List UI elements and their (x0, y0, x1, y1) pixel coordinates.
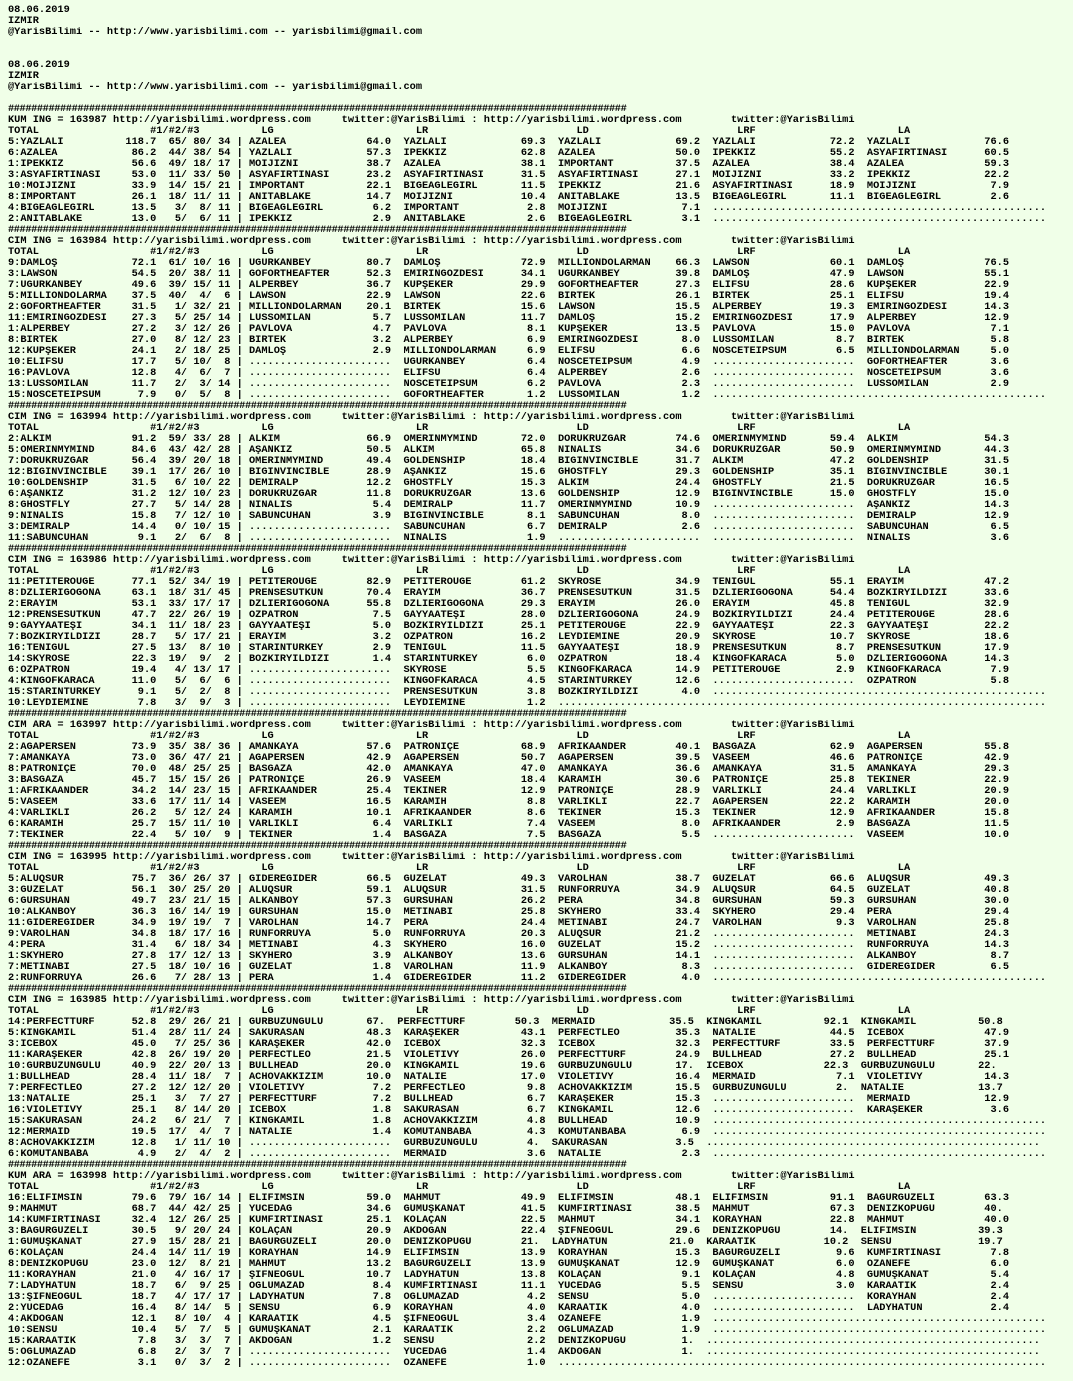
header-line: 08.06.2019 (8, 60, 70, 71)
result-row: 8:IMPORTANT 26.1 18/ 11/ 11 | ANITABLAKE 14.7 MOIJIZNI 10.4 ANITABLAKE 13.5 BIGEAGLEGIRL 11.1 BIGEAGLEGIRL 2.6 (8, 192, 1010, 203)
separator-line: ########################################################################################################### (8, 544, 627, 555)
result-row: 16:PAVLOVA 12.8 4/ 6/ 7 | ....................... ELİFSU 6.4 ALPERBEY 2.6 ....................... NOSCETEIPSUM 3.6 (8, 368, 1010, 379)
result-row: 10:GURBÜZÜNGÜLÜ 40.9 22/ 20/ 13 | BULLHEAD 20.0 KINGKAMİL 19.6 GURBÜZÜNGÜLÜ 17. ICEBOX 22.3 GURBÜZÜNGÜLÜ 22. (8, 1061, 997, 1072)
column-header-line: TOTAL #1/#2/#3 LG LR LD LRF LA (8, 1182, 911, 1193)
result-row: 12:MERMAID 19.5 17/ 4/ 7 | NATALIE 1.4 KOMUTANBABA 4.3 KOMUTANBABA 6.9 ...................................................... (8, 1127, 1047, 1138)
result-row: 6:GURSUHAN 49.7 23/ 21/ 15 | ALKANBOY 57.3 GURSUHAN 26.2 PERA 34.8 GURSUHAN 59.3 GURSUHAN 30.0 (8, 896, 1010, 907)
result-row: 11:KORAYHAN 21.0 4/ 16/ 17 | ŞİFNEOĞUL 10.7 LADYHATUN 13.8 KOLAÇAN 9.1 KOLAÇAN 4.8 GUMUŞKANAT 5.4 (8, 1270, 1010, 1281)
result-row: 2:AGAPERSEN 73.9 35/ 38/ 36 | AMANKAYA 57.6 PATRONİÇE 68.9 AFRİKAANDER 40.1 BASGAZA 62.9 AGAPERSEN 55.8 (8, 742, 1010, 753)
result-row: 16:VIOLETIVY 25.1 8/ 14/ 20 | ICEBOX 1.8 SAKURASAN 6.7 KINGKAMİL 12.6 ....................... KARAŞEKER 3.6 (8, 1105, 1010, 1116)
result-row: 12:BIGINVINCIBLE 39.1 17/ 26/ 10 | BIGINVINCIBLE 28.9 AŞANKIZ 15.6 GHOSTFLY 29.3 GOLDENSHIP 35.1 BIGINVINCIBLE 30.1 (8, 467, 1010, 478)
header-line: @YarisBilimi -- http://www.yarisbilimi.com -- yarisbilimi@gmail.com (8, 82, 423, 93)
result-row: 3:DEMİRALP 14.4 0/ 10/ 15 | ....................... SABUNCUHAN 6.7 DEMİRALP 2.6 ....................... SABUNCUHAN 6.5 (8, 522, 1010, 533)
result-row: 5:MILLIONDOLARMA 37.5 40/ 4/ 6 | LAWSON 22.9 LAWSON 22.6 BİRTEK 26.1 BİRTEK 25.1 ELİFSU 19.4 (8, 291, 1010, 302)
result-row: 4:PERA 31.4 6/ 18/ 34 | METİNABİ 4.3 SKYHERO 16.0 GÜZELAT 15.2 ....................... RUNFORRUYA 14.3 (8, 940, 1010, 951)
result-row: 2:RUNFORRUYA 26.6 7/ 28/ 13 | PERA 1.4 GİDEREGİDER 11.2 GİDEREGİDER 4.0 ...................................................... (8, 973, 1047, 984)
result-row: 4:VARLIKLI 26.2 5/ 12/ 24 | KARAMIH 10.1 AFRİKAANDER 8.6 TEKİNER 15.3 TEKİNER 12.9 AFRİKAANDER 15.8 (8, 808, 1010, 819)
result-row: 9:GAYYAATEŞİ 34.1 11/ 18/ 23 | GAYYAATEŞİ 5.0 BOZKIRYILDIZI 25.1 PETITEROUGE 22.9 GAYYAATEŞİ 22.3 GAYYAATEŞİ 22.2 (8, 621, 1010, 632)
result-row: 2:GOFORTHEAFTER 31.5 1/ 32/ 21 | MILLIONDOLARMAN 20.1 BİRTEK 15.6 LAWSON 15.5 ALPERBEY 19.3 EMİRİNGÖZDESİ 14.3 (8, 302, 1010, 313)
header-line: IZMIR (8, 71, 39, 82)
result-row: 5:VASEEM 33.6 17/ 11/ 14 | VASEEM 16.5 KARAMIH 8.8 VARLIKLI 22.7 AGAPERSEN 22.2 KARAMIH 20.0 (8, 797, 1010, 808)
header-line: @YarisBilimi -- http://www.yarisbilimi.com -- yarisbilimi@gmail.com (8, 27, 423, 38)
result-row: 8:DENİZKÖPÜGÜ 23.0 12/ 8/ 21 | MAHMUT 13.2 BAGURGÜZELİ 13.9 GUMUŞKANAT 12.9 GUMUŞKANAT 6.0 OZANEFE 6.0 (8, 1259, 1010, 1270)
result-row: 3:GÜZELAT 56.1 30/ 25/ 20 | ALUQSUR 59.1 ALUQSUR 31.5 RUNFORRUYA 34.9 ALUQSUR 64.5 GÜZELAT 40.8 (8, 885, 1010, 896)
result-row: 5:ÖMERINMYMIND 84.6 43/ 42/ 28 | AŞANKIZ 50.5 ALKIM 65.8 NINALIS 34.6 DORUKRÜZGAR 50.9 ÖMERINMYMIND 44.3 (8, 445, 1010, 456)
separator-line: ########################################################################################################### (8, 1160, 627, 1171)
result-row: 9:MAHMUT 68.7 44/ 42/ 25 | YÜCEDAG 34.6 GUMUŞKANAT 41.5 KUMFIRTINASI 38.5 MAHMUT 67.3 DENİZKÖPÜGÜ 40. (8, 1204, 1003, 1215)
result-row: 13:ŞİFNEOĞUL 18.7 4/ 17/ 17 | LADYHATUN 7.8 OĞLUMAZAD 4.2 SENSU 5.0 ....................... KORAYHAN 2.4 (8, 1292, 1010, 1303)
result-row: 2:YÜCEDAG 16.4 8/ 14/ 5 | SENSU 6.9 KORAYHAN 4.0 KARAATİK 4.0 ....................... LADYHATUN 2.4 (8, 1303, 1010, 1314)
column-header-line: TOTAL #1/#2/#3 LG LR LD LRF LA (8, 863, 911, 874)
result-row: 1:SKYHERO 27.8 17/ 12/ 13 | SKYHERO 3.9 ALKANBOY 13.6 GURSUHAN 14.1 ....................... ALKANBOY 8.7 (8, 951, 1010, 962)
result-row: 1:IPEKKIZ 56.6 49/ 18/ 17 | MOIJIZNI 38.7 AZALEA 38.1 IMPORTANT 37.5 AZALEA 38.4 AZALEA 59.3 (8, 159, 1010, 170)
result-row: 7:BOZKIRYILDIZI 28.7 5/ 17/ 21 | ERAYIM 3.2 ÖZPATRON 16.2 LEYDİEMİNE 20.9 SKYROSE 10.7 SKYROSE 18.6 (8, 632, 1010, 643)
header-line (8, 49, 1068, 60)
result-row: 3:ICEBOX 45.0 7/ 25/ 36 | KARAŞEKER 42.0 ICEBOX 32.3 ICEBOX 32.3 PERFECTTURF 33.5 PERFECTTURF 37.9 (8, 1039, 1010, 1050)
result-row: 6:AŞANKIZ 31.2 12/ 10/ 23 | DORUKRÜZGAR 11.8 DORUKRÜZGAR 13.6 GOLDENSHIP 12.9 BIGINVINCIBLE 15.0 GHOSTFLY 15.0 (8, 489, 1010, 500)
result-row: 10:LEYDİEMİNE 7.8 3/ 9/ 3 | ....................... LEYDİEMİNE 1.2 ............................................................................... (8, 698, 1047, 709)
result-row: 7:PERFECTLEO 27.2 12/ 12/ 20 | VIOLETIVY 7.2 PERFECTLEO 9.8 ACHOVAKKIZIM 15.5 GURBÜZÜNGÜLÜ 2. NATALIE 13.7 (8, 1083, 1003, 1094)
result-row: 6:KARAMIH 25.7 15/ 11/ 10 | VARLIKLI 6.4 VARLIKLI 7.4 VASEEM 8.0 AFRİKAANDER 2.9 BASGAZA 11.5 (8, 819, 1010, 830)
header-line: 08.06.2019 (8, 5, 70, 16)
result-row: 10:ELİFSU 17.7 5/ 10/ 8 | ....................... UGURKANBEY 6.4 NOSCETEIPSUM 4.9 ....................... GOFORTHEAFTER 3.6 (8, 357, 1010, 368)
race-header-line: CIM ING = 163994 http://yarisbilimi.wordpress.com twitter:@YarisBilimi : http://yarisbilimi.wordpress.com twitter:@YarisBilimi (8, 412, 855, 423)
result-row: 4:BIGEAGLEGIRL 13.5 3/ 8/ 11 | BIGEAGLEGIRL 6.2 IMPORTANT 2.8 MOIJIZNI 7.1 ...................................................... (8, 203, 1047, 214)
column-header-line: TOTAL #1/#2/#3 LG LR LD LRF LA (8, 566, 911, 577)
result-row: 11:SABUNCUHAN 9.1 2/ 6/ 8 | ....................... NINALIS 1.9 ....................... ....................... NINALIS 3.6 (8, 533, 1010, 544)
result-row: 8:BİRTEK 27.0 8/ 12/ 23 | BİRTEK 3.2 ALPERBEY 6.9 EMİRİNGÖZDESİ 8.0 LUSSOMILAN 8.7 BİRTEK 5.8 (8, 335, 1010, 346)
race-header-line: CIM ING = 163995 http://yarisbilimi.wordpress.com twitter:@YarisBilimi : http://yarisbilimi.wordpress.com twitter:@YarisBilimi (8, 852, 855, 863)
separator-line: ########################################################################################################### (8, 709, 627, 720)
race-header-line: KUM ARA = 163998 http://yarisbilimi.wordpress.com twitter:@YarisBilimi : http://yarisbilimi.wordpress.com twitter:@YarisBilimi (8, 1171, 855, 1182)
result-row: 13:NATALIE 25.1 3/ 7/ 27 | PERFECTTURF 7.2 BULLHEAD 6.7 KARAŞEKER 15.3 ....................... MERMAID 12.9 (8, 1094, 1010, 1105)
result-row: 8:ACHOVAKKIZIM 12.8 1/ 11/ 10 | ....................... GURBÜZÜNGÜLÜ 4. SAKURASAN 3.5 ...................................................... (8, 1138, 1040, 1149)
separator-line: ########################################################################################################### (8, 401, 627, 412)
result-row: 4:AKDOGAN 12.1 8/ 10/ 4 | KARAATİK 4.5 ŞİFNEOĞUL 3.4 OZANEFE 1.9 ...................................................... (8, 1314, 1047, 1325)
result-row: 10:GOLDENSHIP 31.5 6/ 10/ 22 | DEMİRALP 12.2 GHOSTFLY 15.3 ALKIM 24.4 GHOSTFLY 21.5 DORUKRÜZGAR 16.5 (8, 478, 1010, 489)
result-row: 7:METİNABİ 27.5 18/ 10/ 16 | GÜZELAT 1.8 VAROLHAN 11.9 ALKANBOY 8.3 ....................... GİDEREGİDER 6.5 (8, 962, 1010, 973)
result-row: 9:NINALIS 15.8 7/ 12/ 10 | SABUNCUHAN 3.9 BIGINVINCIBLE 8.1 SABUNCUHAN 8.0 ....................... DEMİRALP 12.9 (8, 511, 1010, 522)
result-row: 15:NOSCETEIPSUM 7.9 0/ 5/ 8 | ....................... GOFORTHEAFTER 1.2 LUSSOMILAN 1.2 ...................................................... (8, 390, 1047, 401)
separator-line: ########################################################################################################### (8, 104, 627, 115)
result-row: 3:BASGAZA 45.7 15/ 15/ 26 | PATRONİÇE 26.9 VASEEM 18.4 KARAMIH 30.6 PATRONİÇE 25.8 TEKİNER 22.9 (8, 775, 1010, 786)
separator-line: ########################################################################################################### (8, 225, 627, 236)
column-header-line: TOTAL #1/#2/#3 LG LR LD LRF LA (8, 247, 911, 258)
result-row: 10:SENSU 10.4 5/ 7/ 5 | GUMUŞKANAT 2.1 KARAATİK 2.2 OĞLUMAZAD 1.9 ...................................................... (8, 1325, 1047, 1336)
result-row: 3:BAGURGÜZELİ 30.5 9/ 20/ 24 | KOLAÇAN 20.9 AKDOGAN 22.4 ŞİFNEOĞUL 29.6 DENİZKÖPÜGÜ 14. ELİFİMSİN 39.3 (8, 1226, 1003, 1237)
result-row: 12:OZANEFE 3.1 0/ 3/ 2 | ....................... OZANEFE 1.0 ............................................................................... (8, 1358, 1047, 1369)
result-row: 13:LUSSOMILAN 11.7 2/ 3/ 14 | ....................... NOSCETEIPSUM 6.2 PAVLOVA 2.3 ....................... LUSSOMILAN 2.9 (8, 379, 1010, 390)
result-row: 7:UGURKANBEY 49.6 39/ 15/ 11 | ALPERBEY 36.7 KUPŞEKER 29.9 GOFORTHEAFTER 27.3 ELİFSU 28.6 KUPŞEKER 22.9 (8, 280, 1010, 291)
column-header-line: TOTAL #1/#2/#3 LG LR LD LRF LA (8, 423, 911, 434)
column-header-line: TOTAL #1/#2/#3 LG LR LD LRF LA (8, 731, 911, 742)
result-row: 2:ANITABLAKE 13.0 5/ 6/ 11 | IPEKKIZ 2.9 ANITABLAKE 2.6 BIGEAGLEGIRL 3.1 ...................................................... (8, 214, 1047, 225)
result-row: 15:SAKURASAN 24.2 6/ 21/ 7 | KINGKAMİL 1.8 ACHOVAKKIZIM 4.8 BULLHEAD 10.9 ...................................................... (8, 1116, 1047, 1127)
race-header-line: KUM ING = 163987 http://yarisbilimi.wordpress.com twitter:@YarisBilimi : http://yarisbilimi.wordpress.com twitter:@YarisBilimi (8, 115, 855, 126)
result-row: 1:AFRİKAANDER 34.2 14/ 23/ 15 | AFRİKAANDER 25.4 TEKİNER 12.9 PATRONİÇE 28.9 VARLIKLI 24.4 VARLIKLI 20.9 (8, 786, 1010, 797)
column-header-line: TOTAL #1/#2/#3 LG LR LD LRF LA (8, 126, 911, 137)
result-row: 9:DAMLOŞ 72.1 61/ 10/ 16 | UGURKANBEY 80.7 DAMLOŞ 72.9 MILLIONDOLARMAN 66.3 LAWSON 60.1 DAMLOŞ 76.5 (8, 258, 1010, 269)
result-row: 8:DZLIERIGOGONA 63.1 18/ 31/ 45 | PRENSESUTKUN 70.4 ERAYIM 36.7 PRENSESUTKUN 31.5 DZLIERIGOGONA 54.4 BOZKIRYILDIZI 33.6 (8, 588, 1010, 599)
result-row: 11:EMİRİNGÖZDESİ 27.3 5/ 25/ 14 | LUSSOMILAN 5.7 LUSSOMILAN 11.7 DAMLOŞ 15.2 EMİRİNGÖZDESİ 17.9 ALPERBEY 12.9 (8, 313, 1010, 324)
result-row: 15:KARAATİK 7.8 3/ 3/ 7 | AKDOGAN 1.2 SENSU 2.2 DENİZKÖPÜGÜ 1. ...................................................... (8, 1336, 1040, 1347)
result-row: 1:ALPERBEY 27.2 3/ 12/ 26 | PAVLOVA 4.7 PAVLOVA 8.1 KUPŞEKER 13.5 PAVLOVA 15.0 PAVLOVA 7.1 (8, 324, 1010, 335)
result-row: 14:KUMFIRTINASI 32.4 12/ 26/ 25 | KUMFIRTINASI 25.1 KOLAÇAN 22.5 MAHMUT 34.1 KORAYHAN 22.8 MAHMUT 40.0 (8, 1215, 1010, 1226)
result-row: 12:KUPŞEKER 24.1 2/ 18/ 25 | DAMLOŞ 2.9 MILLIONDOLARMAN 6.9 ELİFSU 6.6 NOSCETEIPSUM 6.5 MILLIONDOLARMAN 5.0 (8, 346, 1010, 357)
header-line (8, 93, 1068, 104)
result-row: 16:TENİGÜL 27.5 13/ 8/ 10 | STARINTURKEY 2.9 TENİGÜL 11.5 GAYYAATEŞİ 18.9 PRENSESUTKUN 8.7 PRENSESUTKUN 17.9 (8, 643, 1010, 654)
race-header-line: CIM ING = 163985 http://yarisbilimi.wordpress.com twitter:@YarisBilimi : http://yarisbilimi.wordpress.com twitter:@YarisBilimi (8, 995, 855, 1006)
race-header-line: CIM ING = 163986 http://yarisbilimi.wordpress.com twitter:@YarisBilimi : http://yarisbilimi.wordpress.com twitter:@YarisBilimi (8, 555, 855, 566)
result-row: 11:PETITEROUGE 77.1 52/ 34/ 19 | PETITEROUGE 82.9 PETITEROUGE 61.2 SKYROSE 34.9 TENİGÜL 55.1 ERAYIM 47.2 (8, 577, 1010, 588)
result-row: 12:PRENSESUTKUN 47.7 22/ 26/ 19 | ÖZPATRON 7.5 GAYYAATEŞİ 28.0 DZLIERIGOGONA 24.9 BOZKIRYILDIZI 24.4 PETITEROUGE 28.6 (8, 610, 1010, 621)
result-row: 2:ALKIM 91.2 59/ 33/ 28 | ALKIM 66.9 ÖMERINMYMIND 72.0 DORUKRÜZGAR 74.6 ÖMERINMYMIND 59.4 ALKIM 54.3 (8, 434, 1010, 445)
result-row: 5:YAZLALI 118.7 65/ 80/ 34 | AZALEA 64.0 YAZLALI 69.3 YAZLALI 69.2 YAZLALI 72.2 YAZLALI 76.6 (8, 137, 1010, 148)
result-row: 4:KINGOFKARACA 11.0 5/ 6/ 6 | ....................... KINGOFKARACA 4.5 STARINTURKEY 12.6 ....................... ÖZPATRON 5.8 (8, 676, 1010, 687)
result-row: 7:AMANKAYA 73.0 36/ 47/ 21 | AGAPERSEN 42.9 AGAPERSEN 50.7 AGAPERSEN 39.5 VASEEM 46.6 PATRONİÇE 42.9 (8, 753, 1010, 764)
result-row: 6:KOMUTANBABA 4.9 2/ 4/ 2 | ....................... MERMAID 3.6 NATALIE 2.3 ...................................................... (8, 1149, 1047, 1160)
result-row: 11:KARAŞEKER 42.8 26/ 19/ 20 | PERFECTLEO 21.5 VIOLETIVY 26.0 PERFECTTURF 24.9 BULLHEAD 27.2 BULLHEAD 25.1 (8, 1050, 1010, 1061)
result-row: 3:LAWSON 54.5 20/ 38/ 11 | GOFORTHEAFTER 52.3 EMİRİNGÖZDESİ 34.1 UGURKANBEY 39.8 DAMLOŞ 47.9 LAWSON 55.1 (8, 269, 1010, 280)
result-row: 9:VAROLHAN 34.8 18/ 17/ 16 | RUNFORRUYA 5.0 RUNFORRUYA 20.3 ALUQSUR 21.2 ....................... METİNABİ 24.3 (8, 929, 1010, 940)
result-row: 5:KINGKAMİL 51.4 28/ 11/ 24 | SAKURASAN 48.3 KARAŞEKER 43.1 PERFECTLEO 35.3 NATALIE 44.5 ICEBOX 47.9 (8, 1028, 1010, 1039)
result-row: 8:PATRONİÇE 70.0 48/ 25/ 25 | BASGAZA 42.0 AMANKAYA 47.0 AMANKAYA 36.6 AMANKAYA 31.5 AMANKAYA 29.3 (8, 764, 1010, 775)
result-row: 6:ÖZPATRON 19.4 4/ 13/ 17 | ....................... SKYROSE 5.5 KINGOFKARACA 14.9 PETITEROUGE 2.9 KINGOFKARACA 7.9 (8, 665, 1010, 676)
header-line (8, 38, 1068, 49)
result-row: 10:MOIJIZNI 33.9 14/ 15/ 21 | IMPORTANT 22.1 BIGEAGLEGIRL 11.5 IPEKKIZ 21.6 ASYAFIRTINASI 18.9 MOIJIZNI 7.9 (8, 181, 1010, 192)
header-line: IZMIR (8, 16, 39, 27)
race-header-line: CIM ARA = 163997 http://yarisbilimi.wordpress.com twitter:@YarisBilimi : http://yarisbilimi.wordpress.com twitter:@YarisBilimi (8, 720, 855, 731)
result-row: 2:ERAYIM 53.1 33/ 17/ 17 | DZLIERIGOGONA 55.8 DZLIERIGOGONA 29.3 ERAYIM 26.0 ERAYIM 45.8 TENİGÜL 32.9 (8, 599, 1010, 610)
result-row: 1:GUMUŞKANAT 27.9 15/ 28/ 21 | BAGURGÜZELİ 20.0 DENİZKÖPÜGÜ 21. LADYHATUN 21.0 KARAATİK 10.2 SENSU 19.7 (8, 1237, 1003, 1248)
result-row: 3:ASYAFIRTINASI 53.0 11/ 33/ 50 | ASYAFIRTINASI 23.2 ASYAFIRTINASI 31.5 ASYAFIRTINASI 27.1 MOIJIZNI 33.2 IPEKKIZ 22.2 (8, 170, 1010, 181)
result-row: 10:ALKANBOY 36.3 16/ 14/ 19 | GURSUHAN 15.0 METİNABİ 25.8 SKYHERO 33.4 SKYHERO 29.4 PERA 29.4 (8, 907, 1010, 918)
result-row: 11:GİDEREGİDER 34.9 19/ 19/ 7 | VAROLHAN 14.7 PERA 24.4 METİNABİ 24.7 VAROLHAN 9.3 VAROLHAN 25.8 (8, 918, 1010, 929)
result-row: 8:GHOSTFLY 27.7 5/ 14/ 28 | NINALIS 5.4 DEMİRALP 11.7 ÖMERINMYMIND 10.9 ....................... AŞANKIZ 14.3 (8, 500, 1010, 511)
result-row: 15:STARINTURKEY 9.1 5/ 2/ 8 | ....................... PRENSESUTKUN 3.8 BOZKIRYILDIZI 4.0 ...................................................... (8, 687, 1047, 698)
result-row: 5:OĞLUMAZAD 6.8 2/ 3/ 7 | ....................... YÜCEDAG 1.4 AKDOGAN 1. ...................................................... (8, 1347, 1040, 1358)
column-header-line: TOTAL #1/#2/#3 LG LR LD LRF LA (8, 1006, 911, 1017)
result-row: 7:TEKİNER 22.4 5/ 10/ 9 | TEKİNER 1.4 BASGAZA 7.5 BASGAZA 5.5 ....................... VASEEM 10.0 (8, 830, 1010, 841)
result-row: 7:DORUKRÜZGAR 56.4 39/ 20/ 18 | ÖMERINMYMIND 49.4 GOLDENSHIP 18.4 BIGINVINCIBLE 31.7 ALKIM 47.2 GOLDENSHIP 31.5 (8, 456, 1010, 467)
result-row: 6:AZALEA 86.2 44/ 38/ 54 | YAZLALI 57.3 IPEKKIZ 62.8 AZALEA 50.0 IPEKKIZ 55.2 ASYAFIRTINASI 60.5 (8, 148, 1010, 159)
result-row: 1:BULLHEAD 28.4 11/ 18/ 7 | ACHOVAKKIZIM 10.0 NATALIE 17.0 VIOLETIVY 16.4 MERMAID 7.1 VIOLETIVY 14.3 (8, 1072, 1010, 1083)
separator-line: ########################################################################################################### (8, 984, 627, 995)
result-row: 14:SKYROSE 22.3 19/ 9/ 2 | BOZKIRYILDIZI 1.4 STARINTURKEY 6.0 ÖZPATRON 18.4 KINGOFKARACA 5.0 DZLIERIGOGONA 14.3 (8, 654, 1010, 665)
result-row: 7:LADYHATUN 18.7 6/ 9/ 25 | OĞLUMAZAD 8.4 KUMFIRTINASI 11.1 YÜCEDAG 5.5 SENSU 3.0 KARAATİK 2.4 (8, 1281, 1010, 1292)
race-header-line: CIM ING = 163984 http://yarisbilimi.wordpress.com twitter:@YarisBilimi : http://yarisbilimi.wordpress.com twitter:@YarisBilimi (8, 236, 855, 247)
result-row: 14:PERFECTTURF 52.8 29/ 26/ 21 | GURBÜZÜNGÜLÜ 67. PERFECTTURF 50.3 MERMAID 35.5 KINGKAMİL 92.1 KINGKAMİL 50.8 (8, 1017, 1003, 1028)
result-row: 5:ALUQSUR 75.7 36/ 26/ 37 | GİDEREGİDER 66.5 GÜZELAT 49.3 VAROLHAN 38.7 GÜZELAT 66.6 ALUQSUR 49.3 (8, 874, 1010, 885)
result-row: 16:ELİFİMSİN 79.6 79/ 16/ 14 | ELİFİMSİN 59.0 MAHMUT 49.9 ELİFİMSİN 48.1 ELİFİMSİN 91.1 BAGURGÜZELİ 63.3 (8, 1193, 1010, 1204)
race-report-document (8, 5, 1068, 1369)
separator-line: ########################################################################################################### (8, 841, 627, 852)
result-row: 6:KOLAÇAN 24.4 14/ 11/ 19 | KORAYHAN 14.9 ELİFİMSİN 13.9 KORAYHAN 15.3 BAGURGÜZELİ 9.6 KUMFIRTINASI 7.8 (8, 1248, 1010, 1259)
